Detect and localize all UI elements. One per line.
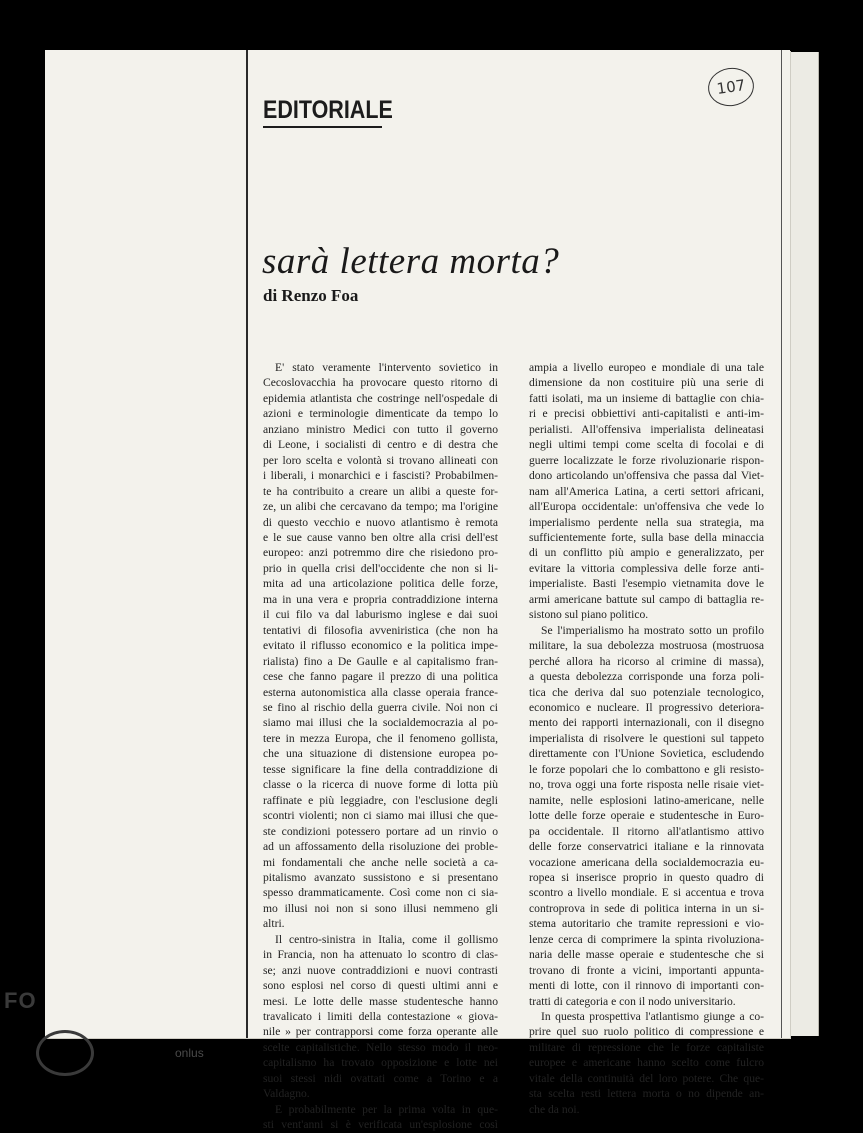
page-number-text: 107	[715, 76, 747, 98]
text-line: lotte delle forze operaie e studentesche in Euro-	[529, 809, 764, 823]
text-line: Valdagno.	[263, 1087, 310, 1101]
text-line: imperialismo perdente nella sua strategia, ma	[529, 515, 764, 529]
text-line: E' stato veramente l'intervento sovietico in	[275, 361, 498, 374]
text-line: di un conflitto più ampio e generalizzato, per	[529, 546, 764, 560]
text-line: europeo: anzi potremmo dire che risiedono pro-	[263, 546, 498, 560]
article-column-left	[263, 360, 498, 1133]
section-label: EDITORIALE	[263, 96, 393, 124]
text-line: mita ad una articolazione politica delle forze,	[263, 577, 498, 591]
text-line: se fino al rischio della guerra civile. Noi non ci	[263, 700, 498, 714]
text-line: mo illusi noi non si sono illusi nemmeno gli	[263, 901, 498, 915]
text-line: che da noi.	[529, 1102, 580, 1116]
text-line: te ha contribuito a creare un alibi a queste for-	[263, 484, 498, 498]
text-line: dimensione da non costituire più una serie di	[529, 376, 764, 390]
text-line: rialista) fino a De Gaulle e al capitalismo fran-	[263, 654, 498, 668]
text-line: evitare la vittoria complessiva delle forze anti-	[529, 561, 764, 575]
text-line: no, trova oggi una forte risposta nelle risaie viet-	[529, 778, 764, 792]
text-line: suoi stessi nidi ovattati come a Torino e a	[263, 1071, 498, 1085]
archive-watermark-logo	[36, 1030, 94, 1076]
text-line: fatti isolati, ma un insieme di battaglie con chia-	[529, 391, 764, 405]
text-line: prio in quella crisi dell'occidente che non si li-	[263, 561, 498, 575]
text-line: vitale della continuità del loro potere. Che que-	[529, 1071, 764, 1085]
article-byline: di Renzo Foa	[263, 286, 359, 305]
text-line: esterna autonomistica alla classe operaia france-	[263, 685, 498, 699]
text-line: imperialista di risolvere le questioni sul tappeto	[529, 731, 764, 745]
text-line: economico e nucleare. Il progressivo deteriora-	[529, 700, 764, 714]
archive-watermark-sub: onlus	[175, 1046, 204, 1060]
show-through-text	[375, 110, 785, 340]
text-line: nam all'America Latina, a certi settori africani,	[529, 484, 764, 498]
text-line: scontri violenti; non ci siamo mai illusi che que-	[263, 809, 498, 823]
text-line: negli ultimi tempi come scelta di focolai e di	[529, 438, 764, 452]
text-line: guerre localizzate le forze rivoluzionarie rispon-	[529, 453, 764, 467]
text-line: E probabilmente per la prima volta in que-	[275, 1102, 498, 1116]
text-line: scontro a livello mondiale. E si accentua e trova	[529, 886, 764, 900]
handwritten-page-number	[706, 65, 757, 109]
text-line: il cui filo va dal laburismo inglese e dai suoi	[263, 608, 498, 622]
text-line: altri.	[263, 917, 285, 931]
text-line: sistono sul piano politico.	[529, 608, 649, 622]
article-column-right	[529, 360, 764, 1117]
text-line: se; anzi nuove contraddizioni e nuovi contrasti	[263, 963, 498, 977]
text-line: sta scelta resti lettera morta o no dipende an-	[529, 1087, 764, 1101]
text-line: namite, nelle esplosioni latino-americane, nelle	[529, 793, 764, 807]
article-title: sarà lettera morta?	[262, 241, 560, 282]
text-line: Se l'imperialismo ha mostrato sotto un profilo	[541, 623, 764, 637]
text-line: tratti di categoria e con il nodo universitario.	[529, 994, 736, 1008]
text-line: dono articolando un'offensiva che passa dal Viet-	[529, 469, 764, 483]
text-line: vocazione americana della socialdemocrazia eu-	[529, 855, 764, 869]
text-line: che una situazione di distensione europea po-	[263, 747, 498, 761]
text-line: ri e precisi obbiettivi anti-capitalisti e anti-im-	[529, 407, 764, 421]
text-line: perché allora ha ricorso al crimine di massa),	[529, 654, 764, 668]
text-line: Cecoslovacchia ha provocare questo ritorno di	[263, 376, 498, 390]
text-line: trovano di fronte a vicini, importanti appunta-	[529, 963, 764, 977]
text-line: e le sue cause vanno ben oltre alla crisi dell'est	[263, 530, 498, 544]
text-line: mento dei rapporti internazionali, con il disegno	[529, 716, 764, 730]
text-line: di questo vecchio e nuovo atlantismo è remota	[263, 515, 498, 529]
text-line: pitalismo avanzato sussistono e si presentano	[263, 870, 498, 884]
text-line: siamo mai illusi che la socialdemocrazia al po-	[263, 716, 498, 730]
text-line: cese che fanno pagare il prezzo di una politica	[263, 670, 498, 684]
text-line: di Leone, i socialisti di centro e di destra che	[263, 438, 498, 452]
text-line: mi fondamentali che anche nelle società a ca-	[263, 855, 498, 869]
text-line: all'Europa occidentale: un'offensiva che vede lo	[529, 500, 764, 514]
text-line: epidemia atlantista che costringe nell'ospedale di	[263, 391, 498, 405]
text-line: ropea si inserisce proprio in questo quadro di	[529, 870, 764, 884]
text-line: In questa prospettiva l'atlantismo giunge a co-	[541, 1010, 764, 1024]
text-line: tere in mezza Europa, che il fenomeno gollista,	[263, 731, 498, 745]
text-line: ampia a livello europeo e mondiale di una tale	[529, 361, 764, 374]
text-line: tentativi di filosofia avveniristica (che non ha	[263, 623, 498, 637]
text-line: stema autoritario che tramite repressioni e vio-	[529, 917, 764, 931]
text-line: perialisti. All'offensiva imperialista delineatasi	[529, 422, 764, 436]
text-line: pa occidentale. Il ritorno all'atlantismo attivo	[529, 824, 764, 838]
text-line: scelte capitalistiche. Nello stesso modo il neo-	[263, 1040, 498, 1054]
text-line: in Francia, non ha attenuato lo scontro di clas-	[263, 948, 498, 962]
text-line: le forze popolari che lo combattono e gli resisto-	[529, 762, 764, 776]
text-line: imperialiste. Basti l'esempio vietnamita dove le	[529, 577, 764, 591]
text-line: i liberali, i monarchici e i fascisti? Probabilmen-	[263, 469, 498, 483]
text-line: militare di repressione che le forze capitaliste	[529, 1040, 764, 1054]
text-line: nile » per contrapporsi come forza operante alle	[263, 1025, 498, 1039]
text-line: evitato il riflusso economico e la politica impe-	[263, 639, 498, 653]
text-line: per loro scelta e volontà si trovano allineati con	[263, 453, 498, 467]
text-line: ze, un alibi che cercavano da tempo; ma l'origine	[263, 500, 498, 514]
text-line: militare, la sua debolezza mostruosa (mostruosa	[529, 639, 764, 653]
text-line: tica che deriva dal suo potenziale tecnologico,	[529, 685, 764, 699]
text-line: sti vent'anni si è verificata un'esplosione così	[263, 1118, 498, 1132]
text-line: prire quel suo ruolo politico di compressione e	[529, 1025, 764, 1039]
archive-watermark-mark: FO	[4, 988, 37, 1013]
text-line: sono esplosi nel corso di questi ultimi anni e	[263, 979, 498, 993]
text-line: ma in una vera e propria contraddizione interna	[263, 592, 498, 606]
text-line: ste condizioni potessero portare ad un rinvio o	[263, 824, 498, 838]
text-line: naria delle masse operaie e studentesche che si	[529, 948, 764, 962]
text-line: travalicato i limiti della contestazione « giova-	[263, 1010, 498, 1024]
text-line: ad un affossamento della risoluzione dei proble-	[263, 840, 498, 854]
text-line: spesso drammaticamente. Così come non ci sia-	[263, 886, 498, 900]
text-line: raffinate e più leggiadre, con l'esclusione degli	[263, 793, 498, 807]
section-underline	[263, 126, 382, 128]
text-line: mesi. Le lotte delle masse studentesche hanno	[263, 994, 498, 1008]
text-line: azioni e terminologie dimenticate da tempo lo	[263, 407, 498, 421]
text-line: capitalismo ha trovato opposizione e lotte nei	[263, 1056, 498, 1070]
text-line: tesse significare la fine della contraddizione di	[263, 762, 498, 776]
text-line: controprova in sede di politica interna in un si-	[529, 901, 764, 915]
text-line: armi americane battute sul campo di battaglia re-	[529, 592, 764, 606]
text-line: delle forze conservatrici italiane e la rinnovata	[529, 840, 764, 854]
text-line: a questa debolezza corrisponde una forza poli-	[529, 670, 764, 684]
text-line: anziano ministro Medici con tutto il governo	[263, 422, 498, 436]
text-line: sufficientemente forte, sulla base della minaccia	[529, 530, 764, 544]
text-line: europee e americane hanno scelto come fulcro	[529, 1056, 764, 1070]
text-line: Il centro-sinistra in Italia, come il gollismo	[275, 932, 498, 946]
text-line: direttamente con l'Unione Sovietica, escludendo	[529, 747, 764, 761]
text-line: classe o la ricerca di nuove forme di lotta più	[263, 778, 498, 792]
text-line: lenze cerca di comprimere la spinta rivoluziona-	[529, 932, 764, 946]
left-margin-rule	[246, 50, 248, 1038]
text-line: menti di lotte, con il rinnovo di importanti con-	[529, 979, 764, 993]
